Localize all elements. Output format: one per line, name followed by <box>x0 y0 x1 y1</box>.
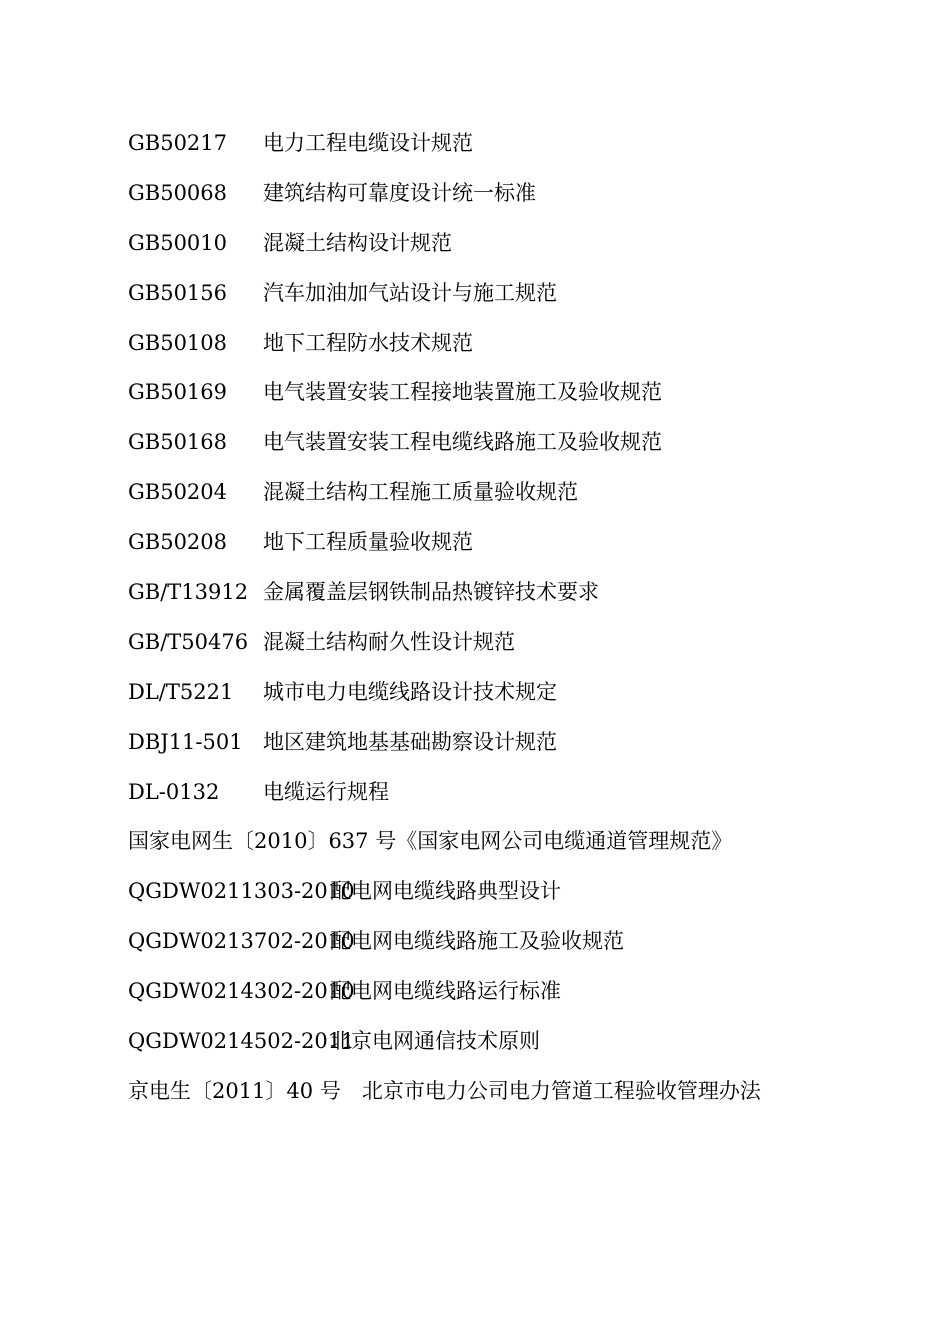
standard-code: GB50217 <box>128 130 228 155</box>
list-item <box>128 517 908 567</box>
standard-title: 建筑结构可靠度设计统一标准 <box>263 180 536 205</box>
document-reference: 京电生〔2011〕40 号 北京市电力公司电力管道工程验收管理办法 <box>128 1078 761 1103</box>
standard-code: DBJ11-501 <box>128 729 243 754</box>
standard-code: GB50169 <box>128 380 228 405</box>
standard-code: GB50108 <box>128 330 228 355</box>
list-item <box>128 567 908 617</box>
standard-code: DL/T5221 <box>128 679 234 704</box>
standard-code: QGDW0211303-2010 <box>128 879 355 904</box>
list-item <box>128 367 908 417</box>
standard-title: 金属覆盖层钢铁制品热镀锌技术要求 <box>263 579 599 604</box>
standards-list <box>128 118 908 1116</box>
list-item <box>128 866 908 916</box>
standard-code: GB50068 <box>128 180 228 205</box>
list-item <box>128 916 908 966</box>
standard-title: 混凝土结构工程施工质量验收规范 <box>263 480 578 505</box>
standard-code: QGDW0214502-2011 <box>128 1028 355 1053</box>
standard-title: 电气装置安装工程接地装置施工及验收规范 <box>263 380 662 405</box>
standard-code: GB/T50476 <box>128 629 249 654</box>
list-item <box>128 966 908 1016</box>
standard-title: 汽车加油加气站设计与施工规范 <box>263 280 557 305</box>
standard-title: 混凝土结构设计规范 <box>263 230 452 255</box>
standard-title: 地下工程防水技术规范 <box>263 330 473 355</box>
list-item <box>128 717 908 767</box>
standard-title: 电气装置安装工程电缆线路施工及验收规范 <box>263 430 662 455</box>
list-item <box>128 118 908 168</box>
standard-code: GB/T13912 <box>128 579 249 604</box>
standard-title: 配电网电缆线路施工及验收规范 <box>330 929 624 954</box>
standard-title: 电缆运行规程 <box>263 779 389 804</box>
list-item <box>128 1016 908 1066</box>
document-reference: 国家电网生〔2010〕637 号《国家电网公司电缆通道管理规范》 <box>128 829 733 854</box>
standard-code: GB50208 <box>128 530 228 555</box>
list-item <box>128 767 908 817</box>
standard-title: 地区建筑地基基础勘察设计规范 <box>263 729 557 754</box>
list-item <box>128 467 908 517</box>
standard-title: 混凝土结构耐久性设计规范 <box>263 629 515 654</box>
list-item <box>128 617 908 667</box>
standard-title: 电力工程电缆设计规范 <box>263 130 473 155</box>
list-item <box>128 168 908 218</box>
list-item <box>128 268 908 318</box>
standard-title: 城市电力电缆线路设计技术规定 <box>263 679 557 704</box>
state-grid-document <box>128 816 908 866</box>
standard-code: QGDW0214302-2010 <box>128 979 355 1004</box>
standard-code: GB50204 <box>128 480 228 505</box>
standard-title: 地下工程质量验收规范 <box>263 530 473 555</box>
list-item <box>128 667 908 717</box>
standard-code: GB50010 <box>128 230 228 255</box>
list-item <box>128 318 908 368</box>
beijing-document <box>128 1066 908 1116</box>
list-item <box>128 218 908 268</box>
standard-title: 配电网电缆线路运行标准 <box>330 979 561 1004</box>
standard-code: DL-0132 <box>128 779 220 804</box>
standard-code: GB50168 <box>128 430 228 455</box>
standard-code: GB50156 <box>128 280 228 305</box>
list-item <box>128 417 908 467</box>
standard-code: QGDW0213702-2010 <box>128 929 355 954</box>
standard-title: 配电网电缆线路典型设计 <box>330 879 561 904</box>
standard-title: 北京电网通信技术原则 <box>330 1028 540 1053</box>
